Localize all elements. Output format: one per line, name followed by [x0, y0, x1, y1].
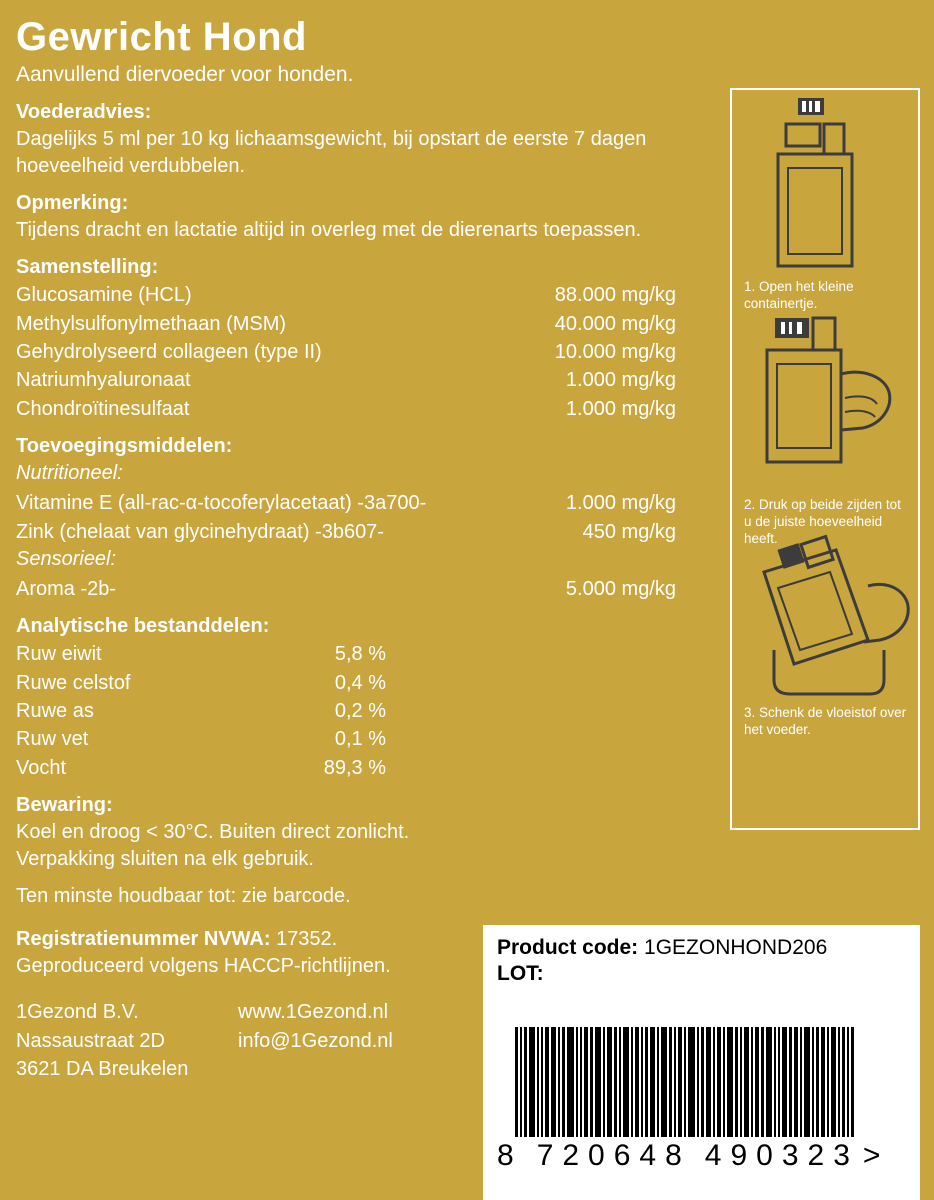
remark-heading: Opmerking: [16, 192, 129, 215]
barcode-bars [515, 1027, 907, 1137]
instruction-step-1 [732, 94, 922, 313]
additive-row [16, 575, 676, 603]
analytical-row [16, 725, 386, 753]
instruction-step-3 [732, 530, 922, 739]
ingredient-label: Gehydrolyseerd collageen (type II) [16, 340, 322, 363]
barcode-right-group: 490323 [704, 1139, 859, 1172]
analytical-row [16, 669, 386, 697]
company-website[interactable]: www.1Gezond.nl [238, 1001, 389, 1024]
analytical-row [16, 754, 386, 782]
additive-row [16, 489, 676, 517]
composition-row [16, 310, 676, 338]
additive-value: 5.000 mg/kg [565, 577, 676, 600]
additives-sensory-label: Sensorieel: [16, 547, 117, 570]
additives-heading: Toevoegingsmiddelen: [16, 435, 233, 458]
barcode-digits [497, 1139, 907, 1173]
instruction-step-2 [732, 312, 922, 548]
ingredient-value: 1.000 mg/kg [565, 369, 676, 392]
instruction-text-2: 2. Druk op beide zijden tot u de juiste hoeveelheid heeft. [744, 497, 901, 546]
ingredient-value: 10.000 mg/kg [554, 340, 676, 363]
analytical-value: 0,2 % [334, 700, 386, 723]
analytical-label: Ruw vet [16, 728, 89, 751]
additive-value: 1.000 mg/kg [565, 492, 676, 515]
additives-sensory-list [16, 575, 706, 603]
product-code-label: Product code: [497, 936, 639, 959]
ingredient-value: 40.000 mg/kg [554, 312, 676, 335]
analytical-label: Vocht [16, 756, 67, 779]
remark-text: Tijdens dracht en lactatie altijd in overleg met de dierenarts toepassen. [16, 219, 642, 242]
bottle-squeeze-illustration [745, 312, 910, 497]
ingredient-label: Methylsulfonylmethaan (MSM) [16, 312, 287, 335]
usage-instructions-panel [730, 88, 920, 830]
composition-list [16, 281, 706, 423]
barcode [497, 1027, 907, 1173]
bottle-pour-illustration [744, 530, 919, 705]
analytical-list [16, 640, 706, 782]
page-title: Gewricht Hond [16, 15, 307, 59]
composition-row [16, 366, 676, 394]
additives-nutritional-list [16, 489, 706, 546]
company-name: 1Gezond B.V. [16, 1001, 139, 1024]
storage-line-2: Verpakking sluiten na elk gebruik. [16, 848, 314, 871]
haccp-line: Geproduceerd volgens HACCP-richtlijnen. [16, 955, 391, 978]
analytical-heading: Analytische bestanddelen: [16, 615, 270, 638]
ingredient-value: 1.000 mg/kg [565, 397, 676, 420]
lot-line [497, 961, 906, 987]
composition-heading: Samenstelling: [16, 256, 159, 279]
analytical-label: Ruwe as [16, 700, 94, 723]
product-code-panel [483, 925, 920, 1200]
page-subtitle: Aanvullend diervoeder voor honden. [16, 63, 354, 86]
feeding-heading: Voederadvies: [16, 101, 152, 124]
additives-nutritional-label: Nutritioneel: [16, 462, 123, 485]
additive-label: Aroma -2b- [16, 577, 117, 600]
company-city: 3621 DA Breukelen [16, 1058, 189, 1081]
storage-line-1: Koel en droog < 30°C. Buiten direct zonlicht. [16, 821, 410, 844]
analytical-label: Ruw eiwit [16, 643, 102, 666]
instruction-text-1: 1. Open het kleine containertje. [744, 279, 854, 311]
ingredient-label: Natriumhyaluronaat [16, 369, 191, 392]
company-email[interactable]: info@1Gezond.nl [238, 1029, 393, 1052]
product-code-value: 1GEZONHOND206 [644, 936, 828, 959]
analytical-label: Ruwe celstof [16, 671, 131, 694]
analytical-value: 0,4 % [334, 671, 386, 694]
company-street: Nassaustraat 2D [16, 1029, 165, 1052]
ingredient-value: 88.000 mg/kg [554, 284, 676, 307]
composition-row [16, 281, 676, 309]
additive-row [16, 518, 676, 546]
composition-row [16, 338, 676, 366]
lot-label: LOT: [497, 962, 544, 986]
additive-label: Zink (chelaat van glycinehydraat) -3b607- [16, 520, 384, 543]
left-column [16, 16, 706, 1083]
feeding-text: Dagelijks 5 ml per 10 kg lichaamsgewicht, bij opstart de eerste 7 dagen hoeveelheid verdubbelen. [16, 128, 647, 178]
product-code-line [497, 935, 906, 961]
registration-number: 17352. [276, 928, 338, 951]
analytical-row [16, 640, 386, 668]
best-before-line: Ten minste houdbaar tot: zie barcode. [16, 885, 351, 908]
ingredient-label: Chondroïtinesulfaat [16, 397, 190, 420]
instruction-text-3: 3. Schenk de vloeistof over het voeder. [744, 705, 907, 737]
analytical-value: 5,8 % [334, 643, 386, 666]
analytical-value: 0,1 % [334, 728, 386, 751]
barcode-first-digit: 8 [497, 1139, 515, 1172]
storage-heading: Bewaring: [16, 794, 113, 817]
bottle-open-cap-illustration [752, 94, 902, 279]
additive-value: 450 mg/kg [582, 520, 676, 543]
barcode-end-mark: > [862, 1139, 882, 1172]
composition-row [16, 395, 676, 423]
ingredient-label: Glucosamine (HCL) [16, 284, 192, 307]
analytical-row [16, 697, 386, 725]
additive-label: Vitamine E (all-rac-α-tocoferylacetaat) -3a700- [16, 492, 427, 515]
registration-heading: Registratienummer NVWA: [16, 928, 271, 951]
company-address-column [16, 998, 238, 1083]
analytical-value: 89,3 % [323, 756, 386, 779]
barcode-left-group: 720648 [536, 1139, 691, 1172]
